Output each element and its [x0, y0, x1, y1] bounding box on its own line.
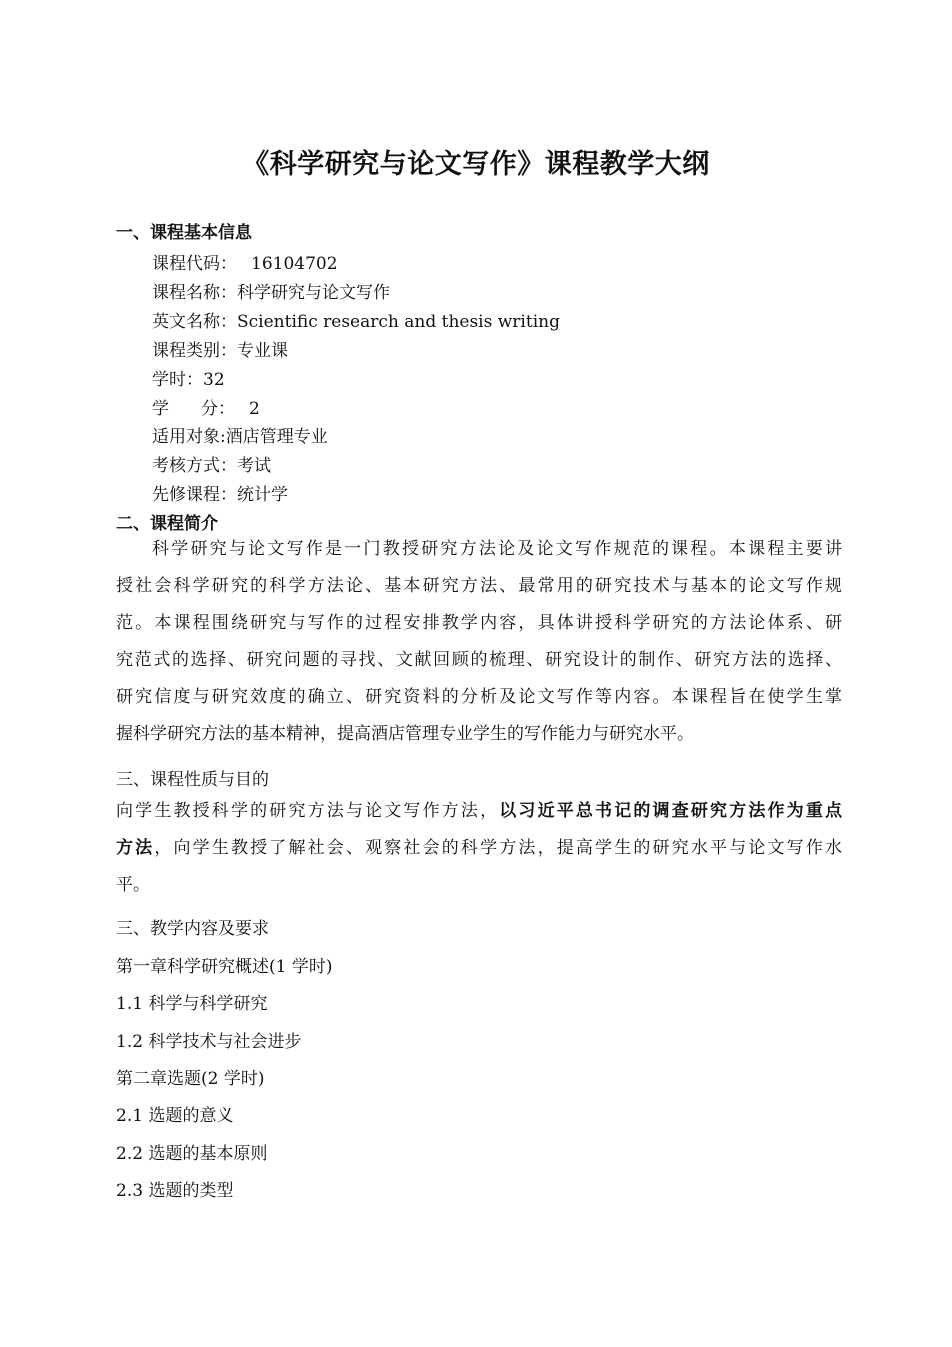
- intro-line: 范。本课程围绕研究与写作的过程安排教学内容，具体讲授科学研究的方法论体系、研: [116, 613, 842, 633]
- content-item: 1.2 科学技术与社会进步: [116, 1032, 302, 1052]
- nature-line-3: 平。: [116, 875, 150, 895]
- english-name-line: 英文名称：Scientific research and thesis writing: [152, 312, 560, 332]
- intro-line: 握科学研究方法的基本精神，提高酒店管理专业学生的写作能力与研究水平。: [116, 724, 694, 744]
- content-item: 1.1 科学与科学研究: [116, 994, 268, 1014]
- intro-line: 授社会科学研究的科学方法论、基本研究方法、最常用的研究技术与基本的论文写作规: [116, 576, 842, 596]
- course-hours-line: 学时：32: [152, 370, 225, 390]
- chapter-heading: 第二章选题(2 学时): [116, 1069, 265, 1089]
- nature-line-1: [116, 793, 842, 830]
- credit-value: 2: [249, 399, 260, 419]
- intro-line: 研究信度与研究效度的确立、研究资料的分析及论文写作等内容。本课程旨在使学生掌: [116, 687, 842, 707]
- credit-label-char-b: 分：: [201, 399, 235, 419]
- content-item: 2.1 选题的意义: [116, 1106, 234, 1126]
- nature-text-normal: ，向学生教授了解社会、观察社会的科学方法，提高学生的研究水平与论文写作水: [154, 838, 842, 858]
- chapter-heading: 第一章科学研究概述(1 学时): [116, 957, 333, 977]
- prerequisite-line: 先修课程：统计学: [152, 485, 288, 505]
- assessment-line: 考核方式：考试: [152, 456, 271, 476]
- intro-line: 科学研究与论文写作是一门教授研究方法论及论文写作规范的课程。本课程主要讲: [152, 539, 842, 559]
- nature-line-2: [116, 830, 842, 867]
- nature-text-emphasis: 以习近平总书记的调查研究方法作为重点: [499, 801, 842, 821]
- course-name-line: 课程名称：科学研究与论文写作: [152, 283, 390, 303]
- course-code-label: 课程代码：: [152, 254, 237, 274]
- course-code-line: [152, 249, 338, 274]
- intro-line: 究范式的选择、研究问题的寻找、文献回顾的梳理、研究设计的制作、研究方法的选择、: [116, 650, 842, 670]
- course-category-line: 课程类别：专业课: [152, 341, 288, 361]
- section-heading-content: 三、教学内容及要求: [116, 919, 269, 939]
- nature-text-normal: 向学生教授科学的研究方法与论文写作方法，: [116, 801, 500, 821]
- course-credit-line: [152, 394, 260, 419]
- section-heading-nature: 三、课程性质与目的: [116, 770, 269, 790]
- section-heading-intro: 二、课程简介: [116, 514, 218, 534]
- audience-line: 适用对象:酒店管理专业: [152, 427, 328, 447]
- section-heading-basic-info: 一、课程基本信息: [116, 223, 252, 243]
- course-nature-paragraph: [116, 793, 842, 904]
- nature-text-emphasis: 方法: [116, 838, 155, 858]
- course-intro-paragraph: [116, 531, 842, 753]
- content-item: 2.2 选题的基本原则: [116, 1144, 268, 1164]
- credit-label-char-a: 学: [152, 399, 169, 419]
- course-code-value: 16104702: [251, 254, 338, 274]
- content-item: 2.3 选题的类型: [116, 1181, 234, 1201]
- document-title: 《科学研究与论文写作》课程教学大纲: [242, 149, 710, 180]
